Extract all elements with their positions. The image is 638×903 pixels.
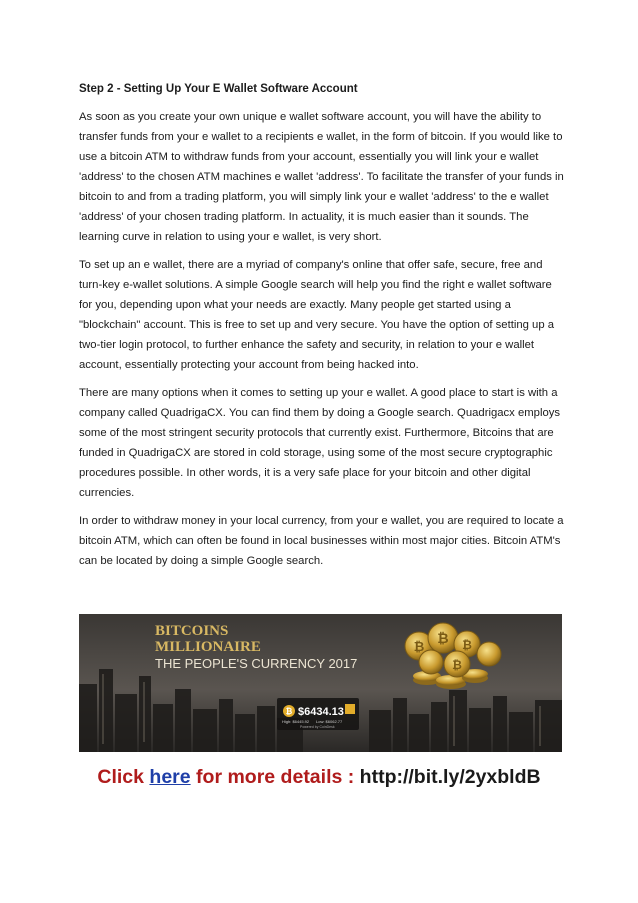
document-body [79,83,564,579]
paragraph-3: There are many options when it comes to setting up your e wallet. A good place to start is with a company called QuadrigaCX. You can find them by doing a Google search. Quadrigacx employs some of the most stringent security protocols that currently exist. Furthermore, Bitcoins that are funded in QuadrigaCX are stored in cold storage, using some of the most secure cryptographic procedures possible. In other words, it is a very safe place for your bitcoin and other digital currencies. [79,387,561,499]
banner-title-line2: MILLIONAIRE [155,639,261,655]
banner-title-line1: BITCOINS [155,623,229,639]
svg-text:₿: ₿ [437,631,449,647]
svg-text:₿: ₿ [285,707,293,716]
svg-text:Low: $6062.77: Low: $6062.77 [316,719,343,724]
click-text: Click [97,766,144,788]
call-to-action [0,766,638,789]
price-value: $6434.13 [298,706,344,718]
svg-text:Powered by CoinDesk: Powered by CoinDesk [300,725,335,729]
paragraph-2: To set up an e wallet, there are a myriad of company's online that offer safe, secure, free and turn-key e-wallet solutions. A simple Google search will help you find the right e wallet software for you, depending upon what your needs are exactly. Many people get started using a "blockchain" account. This is free to set up and very secure. You have the option of setting up a two-tier login protocol, to further enhance the safety and security, in relation to your e wallet account, essentially protecting your account from being hacked into. [79,259,555,371]
svg-text:₿: ₿ [462,638,472,652]
svg-text:₿: ₿ [413,640,425,655]
svg-text:High: $6445.92: High: $6445.92 [282,719,310,724]
short-url[interactable]: http://bit.ly/2yxbldB [359,766,541,788]
price-ticker [277,698,359,730]
paragraph-4: In order to withdraw money in your local currency, from your e wallet, you are required to locate a bitcoin ATM, which can often be found in local businesses within most major cities. Bitcoin ATM's can be located by doing a simple Google search. [79,515,564,567]
here-link[interactable]: here [149,766,191,788]
paragraph-1: As soon as you create your own unique e wallet software account, you will have the ability to transfer funds from your e wallet to a recipients e wallet, in the form of bitcoin. If you would like to use a bitcoin ATM to withdraw funds from your account, essentially you will link your e wallet 'address' to the chosen ATM machines e wallet 'address'. To facilitate the transfer of your funds in bitcoin to and from a trading platform, you will simply link your e wallet 'address' to the e wallet 'address' of your chosen trading platform. In actuality, it is much easier than it sounds. The learning curve in relation to using your e wallet, is very short. [79,111,564,243]
more-details-text: for more details : [196,766,355,788]
section-heading: Step 2 - Setting Up Your E Wallet Software Account [79,83,358,95]
svg-text:₿: ₿ [452,658,462,672]
bitcoin-banner-image [79,614,562,752]
banner-subtitle: THE PEOPLE'S CURRENCY 2017 [155,656,358,671]
